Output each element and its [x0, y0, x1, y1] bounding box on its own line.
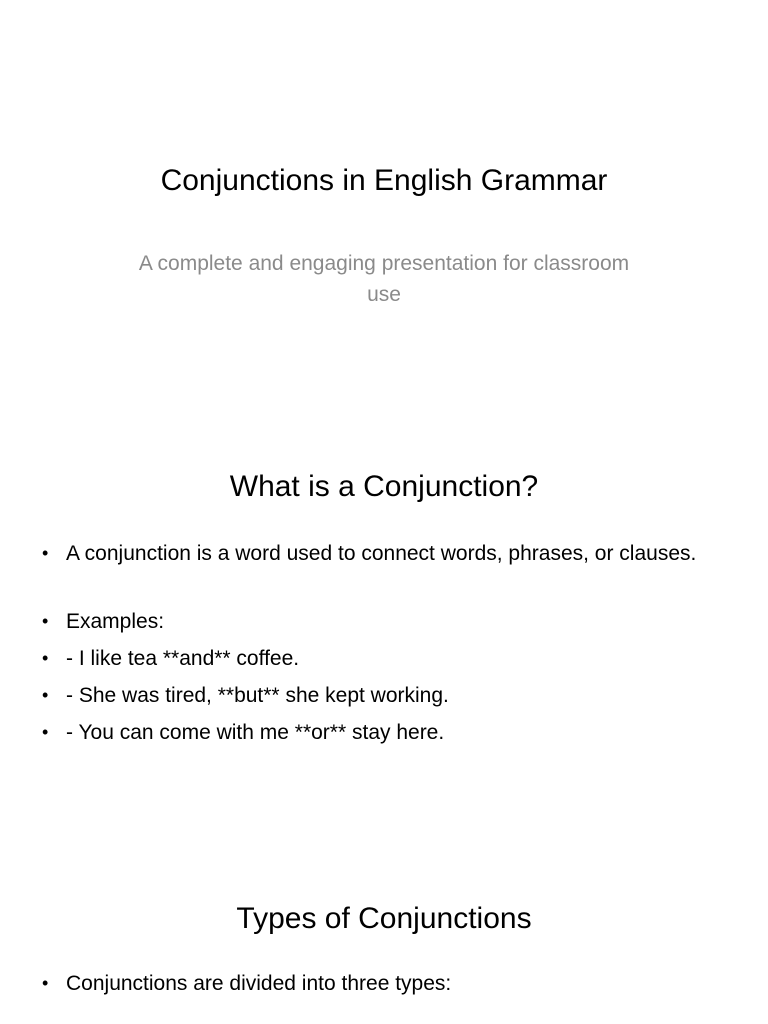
bullet-icon: • — [42, 543, 49, 563]
bullet-icon: • — [42, 973, 49, 993]
bullet-text: A conjunction is a word used to connect words, phrases, or clauses. — [66, 542, 697, 565]
bullet-item — [40, 643, 720, 674]
bullet-icon: • — [42, 611, 49, 631]
bullet-item — [40, 717, 720, 748]
slide-title: Types of Conjunctions — [236, 902, 532, 935]
bullet-list — [40, 968, 720, 1005]
bullet-icon: • — [42, 722, 49, 742]
bullet-text: - She was tired, **but** she kept working. — [66, 684, 449, 707]
slide-what-is-conjunction — [0, 360, 768, 840]
bullet-icon: • — [42, 648, 49, 668]
bullet-item — [40, 968, 720, 999]
bullet-text: Conjunctions are divided into three types: — [66, 972, 452, 995]
bullet-list — [40, 538, 720, 754]
bullet-item — [40, 680, 720, 711]
bullet-item — [40, 538, 720, 569]
bullet-icon: • — [42, 685, 49, 705]
slide-types-of-conjunctions — [0, 840, 768, 1024]
slide-title: What is a Conjunction? — [229, 470, 539, 503]
slide-title-page — [0, 0, 768, 360]
bullet-item — [40, 606, 720, 637]
bullet-text: - I like tea **and** coffee. — [66, 647, 300, 670]
slide-title: Conjunctions in English Grammar — [160, 164, 608, 197]
bullet-text: Examples: — [66, 610, 165, 633]
bullet-text: - You can come with me **or** stay here. — [66, 721, 445, 744]
slide-subtitle: A complete and engaging presentation for classroom use — [138, 252, 630, 306]
